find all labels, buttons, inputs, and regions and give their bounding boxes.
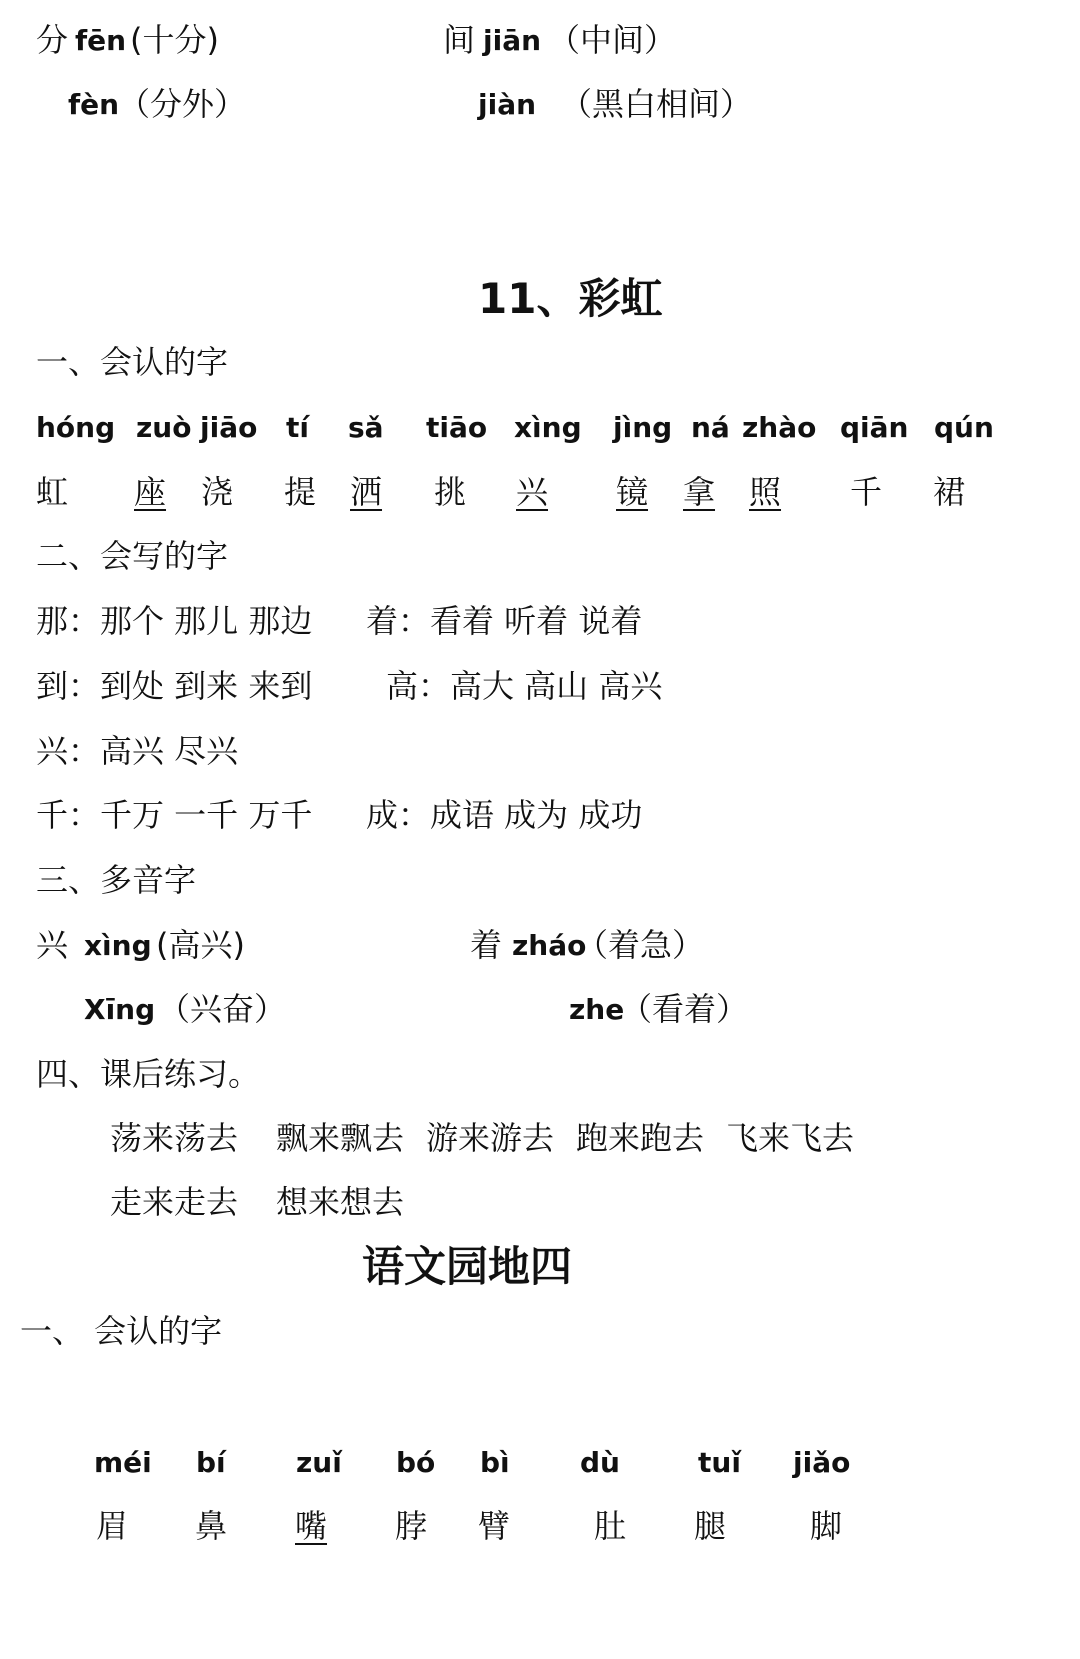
garden-heading-recognize: 一、 会认的字 — [20, 1312, 223, 1350]
practice-phrase: 想来想去 — [276, 1183, 405, 1221]
garden-title: 语文园地四 — [362, 1242, 573, 1291]
pinyin-qian: qiān — [840, 411, 909, 444]
pinyin-tui: tuǐ — [698, 1446, 741, 1479]
pinyin-jiao: jiǎo — [793, 1446, 851, 1479]
practice-phrase: 跑来跑去 — [576, 1119, 705, 1157]
pinyin-jing: jìng — [613, 411, 673, 444]
practice-phrase: 游来游去 — [426, 1119, 555, 1157]
fen-word-1: (十分) — [130, 21, 219, 59]
pinyin-xing: xìng — [514, 411, 582, 444]
char-jiao: 脚 — [810, 1507, 843, 1545]
write-na: 那：那个 那儿 那边 — [36, 602, 313, 640]
char-tiao: 挑 — [434, 473, 467, 511]
practice-phrase: 荡来荡去 — [110, 1119, 239, 1157]
char-hong: 虹 — [36, 473, 69, 511]
char-ti: 提 — [284, 473, 317, 511]
xing-pinyin-2: Xīng — [84, 993, 156, 1026]
pinyin-na: ná — [691, 411, 730, 444]
practice-phrase: 飞来飞去 — [726, 1119, 855, 1157]
lesson-title: 11、彩虹 — [478, 274, 663, 323]
pinyin-jiao: jiāo — [200, 411, 258, 444]
practice-phrase: 走来走去 — [110, 1183, 239, 1221]
char-na: 拿 — [683, 473, 716, 511]
jian-word-1: （中间） — [548, 21, 677, 59]
char-jing: 镜 — [616, 473, 649, 511]
fen-char: 分 — [36, 21, 69, 59]
pinyin-zui: zuǐ — [296, 1446, 342, 1479]
pinyin-ti: tí — [286, 411, 309, 444]
char-zui: 嘴 — [295, 1507, 328, 1545]
pinyin-zuo: zuò — [136, 411, 192, 444]
zhao-word-1: （着急） — [576, 926, 705, 964]
write-gao: 高：高大 高山 高兴 — [386, 667, 663, 705]
xing-word-1: (高兴) — [156, 926, 245, 964]
xing-char: 兴 — [36, 926, 69, 964]
char-tui: 腿 — [694, 1507, 727, 1545]
zhao-pinyin-2: zhe — [569, 993, 625, 1026]
pinyin-du: dù — [580, 1446, 620, 1479]
zhao-word-2: （看着） — [620, 990, 749, 1028]
write-cheng: 成：成语 成为 成功 — [366, 796, 643, 834]
section-heading-polyphonic: 三、多音字 — [36, 861, 197, 899]
write-zhe: 着：看着 听着 说着 — [366, 602, 643, 640]
char-xing: 兴 — [516, 473, 549, 511]
xing-pinyin-1: xìng — [84, 929, 152, 962]
char-qun: 裙 — [933, 473, 966, 511]
char-zhao: 照 — [749, 473, 782, 511]
fen-pinyin-2: fèn — [68, 88, 120, 121]
jian-pinyin-2: jiàn — [478, 88, 537, 121]
char-qian: 千 — [850, 473, 883, 511]
xing-word-2: （兴奋） — [158, 990, 287, 1028]
fen-word-2: （分外） — [118, 85, 247, 123]
pinyin-sa: sǎ — [348, 411, 384, 444]
section-heading-practice: 四、课后练习。 — [36, 1055, 261, 1093]
section-heading-recognize: 一、会认的字 — [36, 343, 229, 381]
char-sa: 洒 — [350, 473, 383, 511]
pinyin-bi: bí — [196, 1446, 226, 1479]
write-dao: 到：到处 到来 来到 — [36, 667, 313, 705]
jian-char: 间 — [443, 21, 476, 59]
char-zuo: 座 — [134, 473, 167, 511]
pinyin-zhao: zhào — [742, 411, 817, 444]
pinyin-hong: hóng — [36, 411, 116, 444]
pinyin-bo: bó — [396, 1446, 436, 1479]
zhao-char: 着 — [470, 926, 503, 964]
write-qian: 千：千万 一千 万千 — [36, 796, 313, 834]
char-bo: 脖 — [395, 1507, 428, 1545]
zhao-pinyin-1: zháo — [512, 929, 587, 962]
section-heading-write: 二、会写的字 — [36, 537, 229, 575]
char-bi: 鼻 — [195, 1507, 228, 1545]
char-du: 肚 — [594, 1507, 627, 1545]
pinyin-bi-2: bì — [480, 1446, 510, 1479]
pinyin-mei: méi — [94, 1446, 152, 1479]
jian-pinyin-1: jiān — [483, 24, 542, 57]
pinyin-tiao: tiāo — [426, 411, 488, 444]
jian-word-2: （黑白相间） — [560, 85, 753, 123]
char-bi-2: 臂 — [478, 1507, 511, 1545]
char-mei: 眉 — [96, 1507, 129, 1545]
pinyin-qun: qún — [934, 411, 994, 444]
fen-pinyin-1: fēn — [75, 24, 127, 57]
char-jiao: 浇 — [201, 473, 234, 511]
write-xing: 兴：高兴 尽兴 — [36, 732, 239, 770]
practice-phrase: 飘来飘去 — [276, 1119, 405, 1157]
